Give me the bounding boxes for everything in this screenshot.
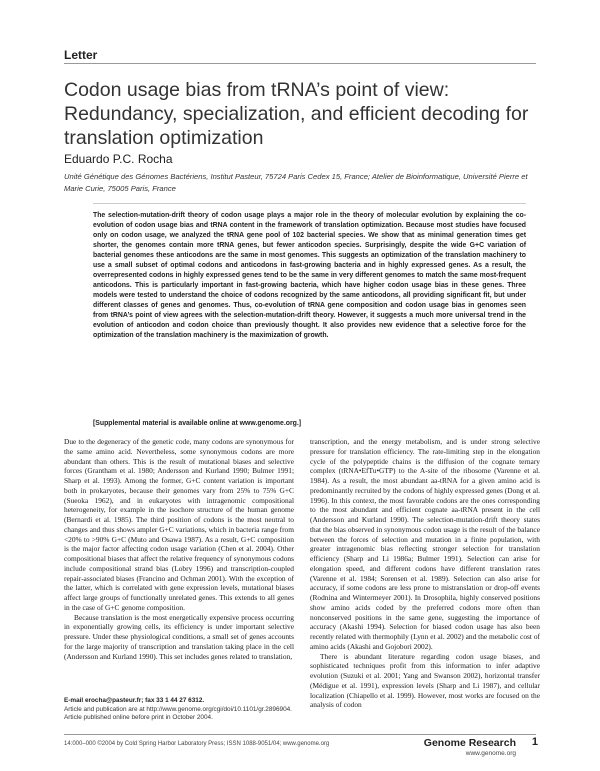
author-name: Eduardo P.C. Rocha	[64, 152, 173, 166]
paragraph: Due to the degeneracy of the genetic code, many codons are synonymous for the same amino acid. Nevertheless, some synonymous codons are more abundant than others. This is the result of mutational biases and selective forces (Grantham et al. 1980; Andersson and Kurland 1990; Bulmer 1991; Sharp et al. 1993). Among the former, G+C content variation is important both in prokaryotes, because their genomes vary from 25% to 75% G+C (Sueoka 1962), and in eukaryotes with intragenomic compositional heterogeneity, for example in the isochore structure of the human genome (Bernardi et al. 1985). The third position of codons is the most neutral to changes and thus shows ampler G+C variations, which in bacteria range from <20% to >90% G+C (Muto and Osawa 1987). As a result, G+C composition is the major factor affecting codon usage variation (Chen et al. 2004). Other compositional biases that affect the relative frequency of synonymous codons include compositional strand bias (Lobry 1996) and transcription-coupled repair-associated biases (Francino and Ochman 2001). With the exception of the latter, which is correlated with gene expression levels, mutational biases affect large groups of functionally unrelated genes. This extends to all genes in the case of G+C genome composition.	[64, 437, 294, 612]
affiliation: Unité Génétique des Génomes Bactériens, Institut Pasteur, 75724 Paris Cedex 15, France; Atelier de Bioinformatique, Université Pierre et Marie Curie, 75005 Paris, France	[64, 172, 528, 193]
paragraph: There is abundant literature regarding codon usage biases, and sophisticated techniques profit from this information to infer adaptive evolution (Suzuki et al. 2001; Yang and Swanson 2002), horizontal transfer (Médigue et al. 1991), expression levels (Sharp and Li 1987), and cellular localization (Chiapello et al. 1999). However, most works are focused on the analysis of codon	[310, 651, 540, 710]
header-rule	[64, 63, 536, 64]
journal-url: www.genome.org	[465, 750, 516, 757]
paragraph: transcription, and the energy metabolism, and is under strong selective pressure for translation efficiency. The rate-limiting step in the elongation cycle of the polypeptide chains is the diffusion of the cognate ternary complex (tRNA•EfTu•GTP) to the A-site of the ribosome (Varenne et al. 1984). As a result, the most abundant aa-tRNA for a given amino acid is predominantly recruited by the codons of highly expressed genes (Dong et al. 1996). In this context, the most favorable codons are the ones corresponding to the most abundant and efficient cognate aa-tRNA present in the cell (Andersson and Kurland 1990). The selection-mutation-drift theory states that the bias observed in synonymous codon usage is the result of the balance between the forces of selection and mutation in a finite population, with greater intragenomic bias reflecting stronger selection for translation efficiency (Sharp and Li 1986a; Bulmer 1991). Selection can arise for elongation speed, and different codons have different translation rates (Varenne et al. 1984; Sorensen et al. 1989). Selection can also arise for accuracy, if some codons are less prone to mistranslation or drop-off events (Rodnina and Wintermeyer 2001). In Drosophila, highly conserved positions show amino acids coded by the preferred codons more often than nonconserved positions in the same gene, suggesting the importance of accuracy (Akashi 1994). Selection for biased codon usage has also been recently related with thermophily (Lynn et al. 2002) and the metabolic cost of amino acids (Akashi and Gojobori 2002).	[310, 437, 540, 651]
article-title: Codon usage bias from tRNA’s point of view: Redundancy, specialization, and efficient decoding for translation optimization	[64, 79, 529, 149]
abstract: The selection-mutation-drift theory of codon usage plays a major role in the theory of molecular evolution by explaining the co-evolution of codon usage bias and tRNA content in the framework of translation optimization. Because most studies have focused only on codon usage, we analyzed the tRNA gene pool of 102 bacterial species. We show that as minimal generation times get shorter, the genomes contain more tRNA genes, but fewer anticodon species. Surprisingly, despite the wide G+C variation of bacterial genomes these anticodons are the same in most genomes. This suggests an optimization of the translation machinery to use a small subset of optimal codons and anticodons in fast-growing bacteria and in highly expressed genes. As a result, the overrepresented codons in highly expressed genes tend to be the same in very different genomes to match the same most-frequent anticodons. This is particularly important in fast-growing bacteria, which have higher codon usage bias in these genes. Three models were tested to understand the choice of codons recognized by the same anticodons, all providing significant fit, but under different classes of genes and genomes. Thus, co-evolution of tRNA gene composition and codon usage bias in genomes seen from tRNA’s point of view agrees with the selection-mutation-drift theory. However, it suggests a much more universal trend in the evolution of anticodon and codon choice than previously thought. It also provides new evidence that a selective force for the optimization of the translation machinery is the maximization of growth.	[93, 212, 526, 339]
section-label: Letter	[64, 48, 98, 62]
paragraph: Because translation is the most energetically expensive process occurring in exponentially growing cells, its efficiency is under important selective pressure. Under these physiological conditions, a small set of genes accounts for the large majority of transcription and translation taking place in the cell (Andersson and Kurland 1990). This set includes genes related to translation,	[64, 612, 294, 661]
supplemental-note: [Supplemental material is available online at www.genome.org.]	[93, 420, 302, 427]
footer-citation: 14:000–000 ©2004 by Cold Spring Harbor Laboratory Press; ISSN 1088-9051/04; www.genome.org	[64, 741, 330, 747]
correspondence-note	[64, 697, 300, 723]
body-left-column	[64, 437, 294, 661]
footer-rule	[64, 734, 536, 735]
abstract-top-rule	[93, 203, 526, 204]
article-publication-note: Article and publication are at http://www.genome.org/cgi/doi/10.1101/gr.2896904. Article published online before print in October 2004.	[64, 705, 292, 721]
body-right-column	[310, 437, 540, 710]
email-line: E-mail erocha@pasteur.fr; fax 33 1 44 27 6312.	[64, 697, 205, 704]
journal-name: Genome Research	[423, 737, 516, 749]
page-number: 1	[531, 736, 538, 748]
